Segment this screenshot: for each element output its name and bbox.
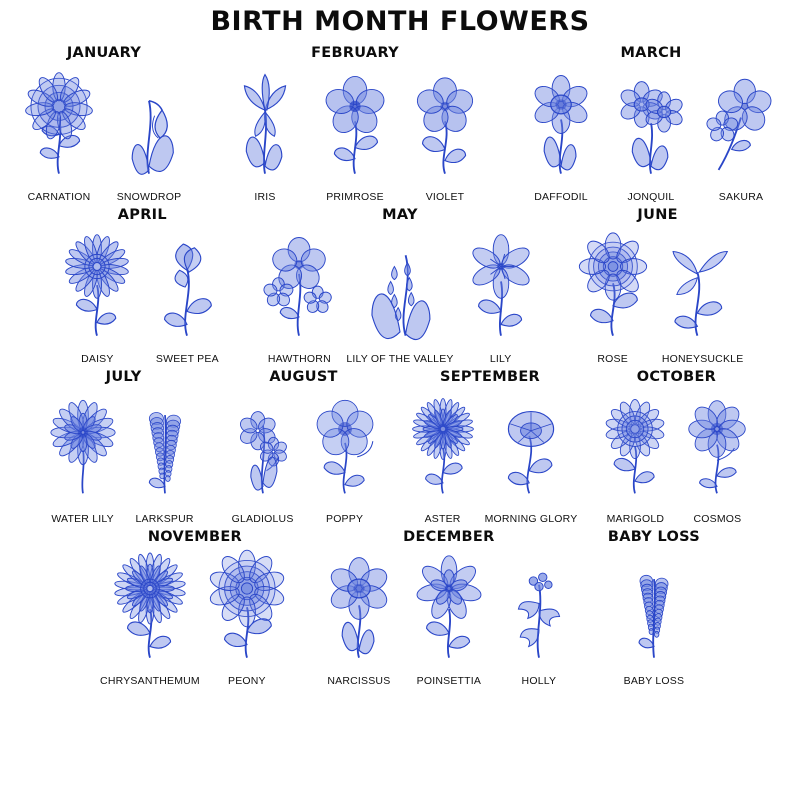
- month-label: MARCH: [620, 45, 682, 61]
- flower-illustration-honeysuckle-icon: [660, 225, 746, 351]
- flower-illustration-iris-icon: [222, 63, 308, 189]
- month-group-april: [54, 207, 230, 365]
- flower-strip: [518, 63, 784, 203]
- flower-illustration-marigold-icon: [595, 387, 675, 511]
- month-group-august: [223, 369, 385, 525]
- flower-strip: [595, 387, 757, 525]
- flower-cell: [698, 63, 784, 203]
- month-rows: [0, 41, 800, 687]
- flower-name: VIOLET: [425, 191, 465, 203]
- flower-name: PRIMROSE: [326, 191, 384, 203]
- flower-name: SWEET PEA: [155, 353, 219, 365]
- flower-cell: [570, 225, 656, 365]
- month-label: FEBRUARY: [311, 45, 399, 61]
- flower-strip: [223, 387, 385, 525]
- flower-name: POINSETTIA: [416, 675, 482, 687]
- flower-illustration-carnation-icon: [16, 63, 102, 189]
- flower-name: JONQUIL: [627, 191, 675, 203]
- flower-name: ASTER: [424, 513, 461, 525]
- flower-cell: [305, 387, 385, 525]
- month-group-baby-loss: [608, 529, 700, 687]
- month-row: [0, 41, 800, 203]
- flower-illustration-poinsettia-icon: [406, 547, 492, 673]
- flower-cell: [518, 63, 604, 203]
- flower-cell: [204, 547, 290, 687]
- month-label: OCTOBER: [636, 369, 717, 385]
- page-title: BIRTH MONTH FLOWERS: [210, 6, 590, 37]
- flower-illustration-daffodil-icon: [518, 63, 604, 189]
- flower-illustration-larkspur-icon: [125, 387, 205, 511]
- flower-illustration-gladiolus-icon: [223, 387, 303, 511]
- flower-illustration-babyloss-icon: [611, 547, 697, 673]
- flower-illustration-chrysanthemum-icon: [107, 547, 193, 673]
- flower-strip: [403, 387, 578, 525]
- flower-name: LILY: [489, 353, 512, 365]
- flower-name: CHRYSANTHEMUM: [100, 675, 200, 687]
- flower-cell: [100, 547, 200, 687]
- flower-cell: [16, 63, 102, 203]
- flower-cell: [496, 547, 582, 687]
- flower-illustration-narcissus-icon: [316, 547, 402, 673]
- flower-illustration-holly-icon: [496, 547, 582, 673]
- flower-illustration-morningglory-icon: [491, 387, 571, 511]
- flower-name: BABY LOSS: [623, 675, 685, 687]
- flower-name: LILY OF THE VALLEY: [346, 353, 454, 365]
- flower-illustration-aster-icon: [403, 387, 483, 511]
- flower-name: SAKURA: [718, 191, 764, 203]
- flower-cell: [312, 63, 398, 203]
- flower-illustration-rose-icon: [570, 225, 656, 351]
- flower-cell: [256, 225, 342, 365]
- flower-strip: [43, 387, 205, 525]
- flower-name: IRIS: [254, 191, 276, 203]
- month-group-december: [316, 529, 582, 687]
- flower-illustration-primrose-icon: [312, 63, 398, 189]
- flower-cell: [144, 225, 230, 365]
- month-label: BABY LOSS: [607, 529, 700, 545]
- flower-illustration-violet-icon: [402, 63, 488, 189]
- flower-cell: [223, 387, 303, 525]
- flower-cell: [660, 225, 746, 365]
- flower-cell: [125, 387, 205, 525]
- flower-name: PEONY: [227, 675, 266, 687]
- month-group-september: [403, 369, 578, 525]
- flower-strip: [570, 225, 746, 365]
- flower-name: POPPY: [325, 513, 364, 525]
- flower-name: HONEYSUCKLE: [661, 353, 744, 365]
- flower-cell: [485, 387, 578, 525]
- flower-cell: [458, 225, 544, 365]
- flower-cell: [595, 387, 675, 525]
- flower-illustration-cosmos-icon: [677, 387, 757, 511]
- flower-name: CARNATION: [27, 191, 91, 203]
- flower-illustration-hawthorn-icon: [256, 225, 342, 351]
- flower-name: SNOWDROP: [116, 191, 182, 203]
- flower-strip: [222, 63, 488, 203]
- flower-cell: [54, 225, 140, 365]
- month-label: NOVEMBER: [147, 529, 243, 545]
- flower-illustration-jonquil-icon: [608, 63, 694, 189]
- month-group-november: [100, 529, 290, 687]
- flower-name: MORNING GLORY: [484, 513, 578, 525]
- flower-name: LARKSPUR: [135, 513, 194, 525]
- flower-cell: [316, 547, 402, 687]
- month-group-february: [222, 45, 488, 203]
- flower-cell: [43, 387, 123, 525]
- flower-illustration-waterlily-icon: [43, 387, 123, 511]
- flower-name: ROSE: [597, 353, 628, 365]
- month-group-march: [518, 45, 784, 203]
- flower-cell: [403, 387, 483, 525]
- flower-name: HAWTHORN: [267, 353, 331, 365]
- month-label: JANUARY: [66, 45, 142, 61]
- flower-name: COSMOS: [693, 513, 742, 525]
- month-label: APRIL: [117, 207, 167, 223]
- month-row: [0, 203, 800, 365]
- flower-strip: [256, 225, 543, 365]
- flower-name: NARCISSUS: [327, 675, 391, 687]
- flower-name: DAISY: [81, 353, 114, 365]
- flower-name: MARIGOLD: [606, 513, 665, 525]
- flower-strip: [16, 63, 192, 203]
- flower-name: WATER LILY: [51, 513, 114, 525]
- flower-illustration-snowdrop-icon: [106, 63, 192, 189]
- flower-name: GLADIOLUS: [231, 513, 294, 525]
- flower-illustration-lily-icon: [458, 225, 544, 351]
- month-group-june: [570, 207, 746, 365]
- flower-illustration-peony-icon: [204, 547, 290, 673]
- flower-illustration-sakura-icon: [698, 63, 784, 189]
- month-group-july: [43, 369, 205, 525]
- month-label: JULY: [105, 369, 142, 385]
- month-group-january: [16, 45, 192, 203]
- flower-illustration-lilyofthevalley-icon: [357, 225, 443, 351]
- flower-strip: [316, 547, 582, 687]
- flower-cell: [402, 63, 488, 203]
- month-label: SEPTEMBER: [439, 369, 541, 385]
- month-group-october: [595, 369, 757, 525]
- flower-illustration-sweetpea-icon: [144, 225, 230, 351]
- month-row: [0, 365, 800, 525]
- flower-strip: [54, 225, 230, 365]
- flower-strip: [100, 547, 290, 687]
- flower-cell: [677, 387, 757, 525]
- flower-strip: [611, 547, 697, 687]
- flower-illustration-daisy-icon: [54, 225, 140, 351]
- flower-name: HOLLY: [521, 675, 557, 687]
- month-label: JUNE: [637, 207, 678, 223]
- flower-cell: [406, 547, 492, 687]
- month-label: AUGUST: [269, 369, 338, 385]
- flower-cell: [222, 63, 308, 203]
- flower-cell: [608, 63, 694, 203]
- birth-month-flowers-poster: [0, 6, 800, 806]
- month-label: DECEMBER: [403, 529, 495, 545]
- month-label: MAY: [382, 207, 418, 223]
- flower-cell: [346, 225, 453, 365]
- flower-illustration-poppy-icon: [305, 387, 385, 511]
- flower-name: DAFFODIL: [534, 191, 588, 203]
- flower-cell: [106, 63, 192, 203]
- month-row: [0, 525, 800, 687]
- flower-cell: [611, 547, 697, 687]
- month-group-may: [256, 207, 543, 365]
